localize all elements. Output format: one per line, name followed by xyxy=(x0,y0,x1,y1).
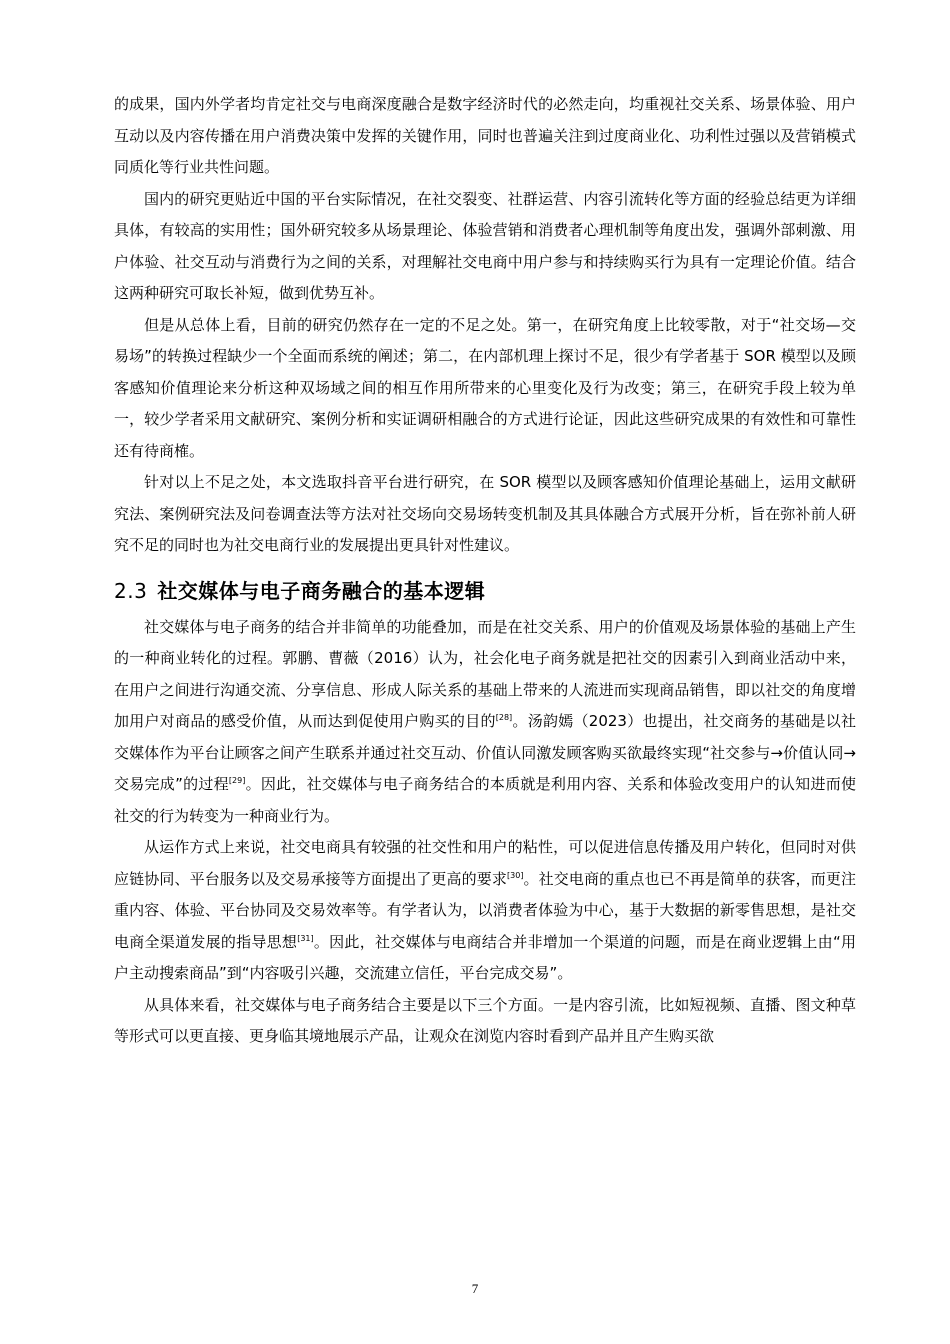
section-number: 2.3 xyxy=(114,578,148,603)
paragraph-three-aspects: 从具体来看，社交媒体与电子商务结合主要是以下三个方面。一是内容引流，比如短视频、直播、图文种草等形式可以更直接、更身临其境地展示产品，让观众在浏览内容时看到产品并且产生购买欲 xyxy=(114,995,856,1045)
paragraph-study-aim: 针对以上不足之处，本文选取抖音平台进行研究，在 SOR 模型以及顾客感知价值理论基础上，运用文献研究法、案例研究法及问卷调查法等方法对社交场向交易场转变机制及其具体融合方式展开分析，旨在弥补前人研究不足的同时也为社交电商行业的发展提出更具针对性建议。 xyxy=(114,473,856,554)
citation-28: [28] xyxy=(495,713,513,722)
citation-29: [29] xyxy=(228,776,246,785)
text-run: 。因此，社交媒体与电商结合并非增加一个渠道的问题，而是在商业逻辑上由“用户主动搜索商品”到“内容吸引兴趣，交流建立信任，平台完成交易”。 xyxy=(114,932,856,982)
text-run: 从运作方式上来说，社交电商具有较强的社交性和用户的粘性，可以促进信息传播及用户转化，但同时对供应链协同、平台服务以及交易承接等方面提出了更高的要求 xyxy=(114,838,856,888)
text-run: 。汤韵嫣（2023）也提出，社交商务的基础是以社交媒体作为平台让顾客之间产生联系并通过社交互动、价值认同激发顾客购买欲最终实现“社交参与→价值认同→交易完成”的过程 xyxy=(114,712,856,793)
citation-31: [31] xyxy=(297,933,314,943)
paragraph-operation-mode xyxy=(114,832,856,990)
section-title: 社交媒体与电子商务融合的基本逻辑 xyxy=(157,578,486,603)
paragraph-integration-definition xyxy=(114,612,856,833)
citation-30: [30] xyxy=(507,870,524,880)
paragraph-research-gaps: 但是从总体上看，目前的研究仍然存在一定的不足之处。第一，在研究角度上比较零散，对于“社交场—交易场”的转换过程缺少一个全面而系统的阐述；第二，在内部机理上探讨不足，很少有学者基于 SOR 模型以及顾客感知价值理论来分析这种双场域之间的相互作用所带来的心里变化及行为改变；第三，在研究手段上较为单一，较少学者采用文献研究、案例分析和实证调研相融合的方式进行论证，因此这些研究成果的有效性和可靠性还有待商榷。 xyxy=(114,315,856,460)
page-number: 7 xyxy=(471,1281,479,1296)
text-run: 。因此，社交媒体与电子商务结合的本质就是利用内容、关系和体验改变用户的认知进而使社交的行为转变为一种商业行为。 xyxy=(114,775,856,825)
text-run: 社交媒体与电子商务的结合并非简单的功能叠加，而是在社交关系、用户的价值观及场景体验的基础上产生的一种商业转化的过程。郭鹏、曹薇（2016）认为，社会化电子商务就是把社交的因素引入到商业活动中来，在用户之间进行沟通交流、分享信息、形成人际关系的基础上带来的人流进而实现商品销售，即以社交的角度增加用户对商品的感受价值，从而达到促使用户购买的目的 xyxy=(114,617,856,730)
paragraph-continued: 的成果，国内外学者均肯定社交与电商深度融合是数字经济时代的必然走向，均重视社交关系、场景体验、用户互动以及内容传播在用户消费决策中发挥的关键作用，同时也普遍关注到过度商业化、功利性过强以及营销模式同质化等行业共性问题。 xyxy=(114,95,856,176)
paragraph-domestic-vs-foreign: 国内的研究更贴近中国的平台实际情况，在社交裂变、社群运营、内容引流转化等方面的经验总结更为详细具体，有较高的实用性；国外研究较多从场景理论、体验营销和消费者心理机制等角度出发，强调外部刺激、用户体验、社交互动与消费行为之间的关系，对理解社交电商中用户参与和持续购买行为具有一定理论价值。结合这两种研究可取长补短，做到优势互补。 xyxy=(114,189,856,302)
text-run: 。社交电商的重点也已不再是简单的获客，而更注重内容、体验、平台协同及交易效率等。有学者认为，以消费者体验为中心，基于大数据的新零售思想，是社交电商全渠道发展的指导思想 xyxy=(114,869,856,951)
section-heading xyxy=(114,574,856,608)
